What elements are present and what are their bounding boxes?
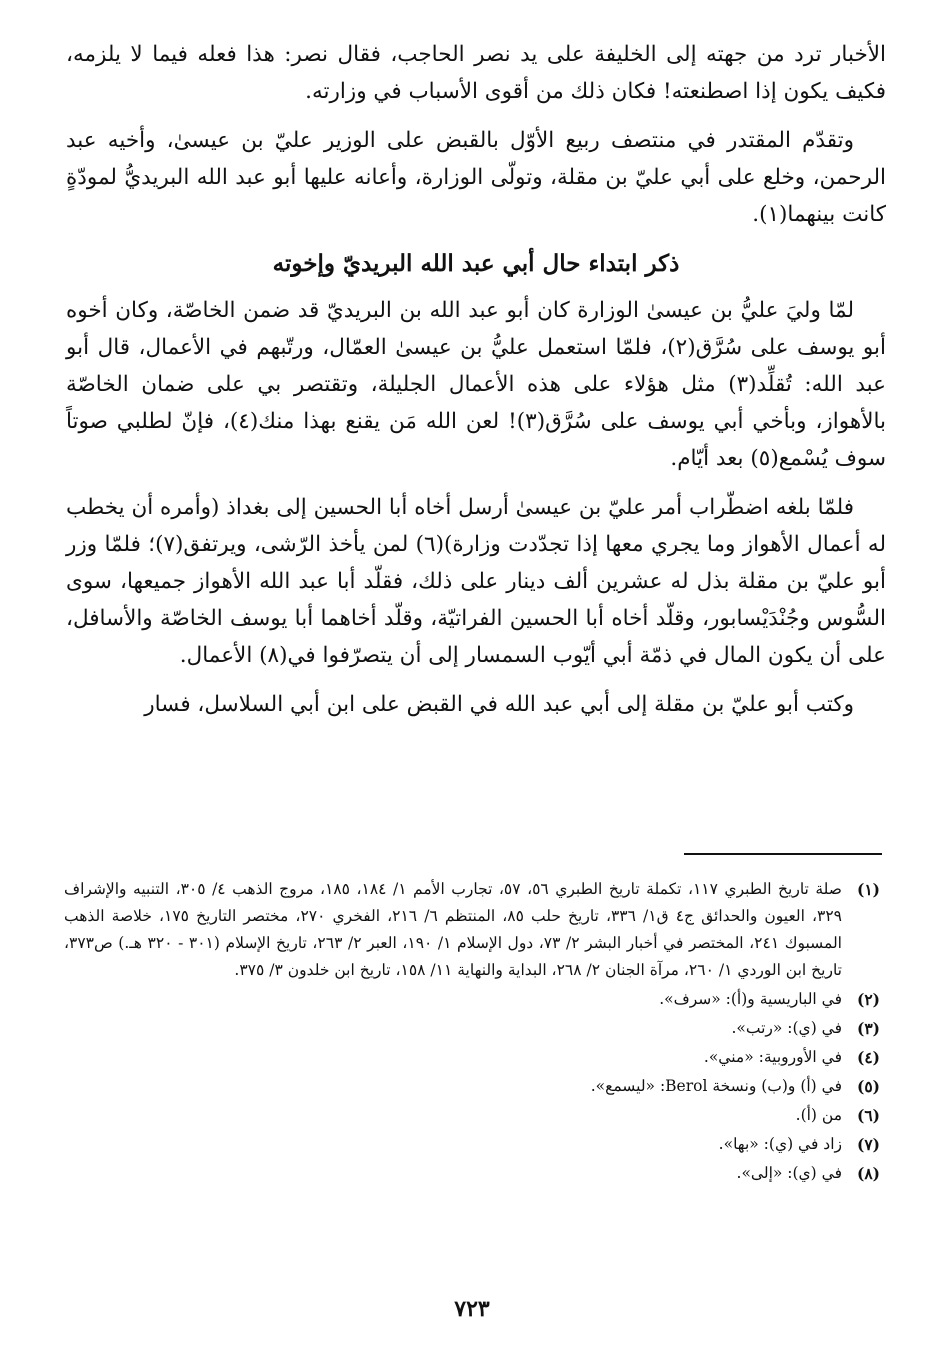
footnote-text: في (ي): «رتب». <box>731 1019 842 1037</box>
footnote-text: في الباريسية و(أ): «سرف». <box>659 990 842 1008</box>
footnote-number: (٦) <box>856 1106 880 1125</box>
main-text <box>66 36 886 735</box>
footnote <box>64 1015 880 1042</box>
footnote <box>64 1073 880 1100</box>
footnote-number: (٧) <box>856 1135 880 1154</box>
footnote-text: زاد في (ي): «بها». <box>718 1135 842 1153</box>
footnote-number: (٢) <box>856 990 880 1009</box>
footnote-number: (٤) <box>856 1048 880 1067</box>
footnote <box>64 1102 880 1129</box>
footnote-text: في (ي): «إلى». <box>736 1164 842 1182</box>
paragraph-2: وتقدّم المقتدر في منتصف ربيع الأوّل بالقبض على الوزير عليّ بن عيسىٰ، وأخيه عبد الرحمن، وخلع على أبي عليّ بن مقلة، وتولّى الوزارة، وأعانه عليها أبو عبد الله البريديُّ لمودّةٍ كانت بينهما(١). <box>66 128 886 227</box>
footnote-number: (٣) <box>856 1019 880 1038</box>
footnote-number: (٨) <box>856 1164 880 1183</box>
paragraph-3: لمّا وليَ عليُّ بن عيسىٰ الوزارة كان أبو عبد الله بن البريديّ قد ضمن الخاصّة، وكان أخوه أبو يوسف على سُرَّق(٢)، فلمّا استعمل عليُّ بن عيسىٰ العمّال، ورتّبهم في الأعمال، قال أبو عبد الله: تُقلِّد(٣) مثل هؤلاء على هذه الأعمال الجليلة، وتقتصر بي على ضمان الخاصّة بالأهواز، وبأخي أبي يوسف على سُرَّق(٣)! لعن الله مَن يقنع بهذا منك(٤)، فإنّ لطلبي صوتاً سوف يُسْمع(٥) بعد أيّام. <box>66 298 886 471</box>
footnote-text: في (أ) و(ب) ونسخة Berol: «ليسمع». <box>590 1077 842 1095</box>
footnotes <box>64 876 880 1189</box>
page-number: ٧٢٣ <box>454 1296 490 1322</box>
footnote <box>64 986 880 1013</box>
paragraph-4: فلمّا بلغه اضطّراب أمر عليّ بن عيسىٰ أرسل أخاه أبا الحسين إلى بغداذ (وأمره أن يخطب له أعمال الأهواز وما يجري معها إذا تجدّدت وزارة)(٦) لمن يأخذ الرّشى، ويرتفق(٧)؛ فلمّا وزر أبو عليّ بن مقلة بذل له عشرين ألف دينار على ذلك، فقلّد أبا عبد الله الأهواز جميعها، سوى السُّوس وجُنْدَيْسابور، وقلّد أخاه أبا الحسين الفراتيّة، وقلّد أخاهما أبا يوسف الخاصّة والأسافل، على أن يكون المال في ذمّة أبي أيّوب السمسار إلى أن يتصرّفوا في(٨) الأعمال. <box>66 495 886 668</box>
footnote-text: صلة تاريخ الطبري ١١٧، تكملة تاريخ الطبري ٥٦، ٥٧، تجارب الأمم ١/ ١٨٤، ١٨٥، مروج الذهب ٤/ ٣٠٥، التنبيه والإشراف ٣٢٩، العيون والحدائق ج٤ ق١/ ٣٣٦، تاريخ حلب ٨٥، المنتظم ٦/ ٢١٦، الفخري ٢٧٠، مختصر التاريخ ١٧٥، خلاصة الذهب المسبوك ٢٤١، المختصر في أخبار البشر ٢/ ٧٣، دول الإسلام ١/ ١٩٠، العبر ٢/ ٢٦٣، تاريخ الإسلام (٣٠١ - ٣٢٠ هـ.) ص٣٧٣، تاريخ ابن الوردي ١/ ٢٦٠، مرآة الجنان ٢/ ٢٦٨، البداية والنهاية ١١/ ١٥٨، تاريخ ابن خلدون ٣/ ٣٧٥. <box>64 880 843 979</box>
footnote-text: من (أ). <box>795 1106 842 1124</box>
footnote <box>64 1131 880 1158</box>
paragraph-5: وكتب أبو عليّ بن مقلة إلى أبي عبد الله في القبض على ابن أبي السلاسل، فسار <box>144 692 854 717</box>
footnote <box>64 1044 880 1071</box>
footnote <box>64 876 880 984</box>
footnote-text: في الأوروبية: «مني». <box>703 1048 842 1066</box>
footnote <box>64 1160 880 1187</box>
footnote-number: (١) <box>856 880 880 899</box>
footnote-number: (٥) <box>856 1077 880 1096</box>
paragraph-1: الأخبار ترد من جهته إلى الخليفة على يد نصر الحاجب، فقال نصر: هذا فعله فيما لا يلزمه، فكيف يكون إذا اصطنعته! فكان ذلك من أقوى الأسباب في وزارته. <box>66 42 886 104</box>
footnote-separator <box>684 853 882 855</box>
section-heading: ذكر ابتداء حال أبي عبد الله البريديّ وإخوته <box>272 250 680 277</box>
